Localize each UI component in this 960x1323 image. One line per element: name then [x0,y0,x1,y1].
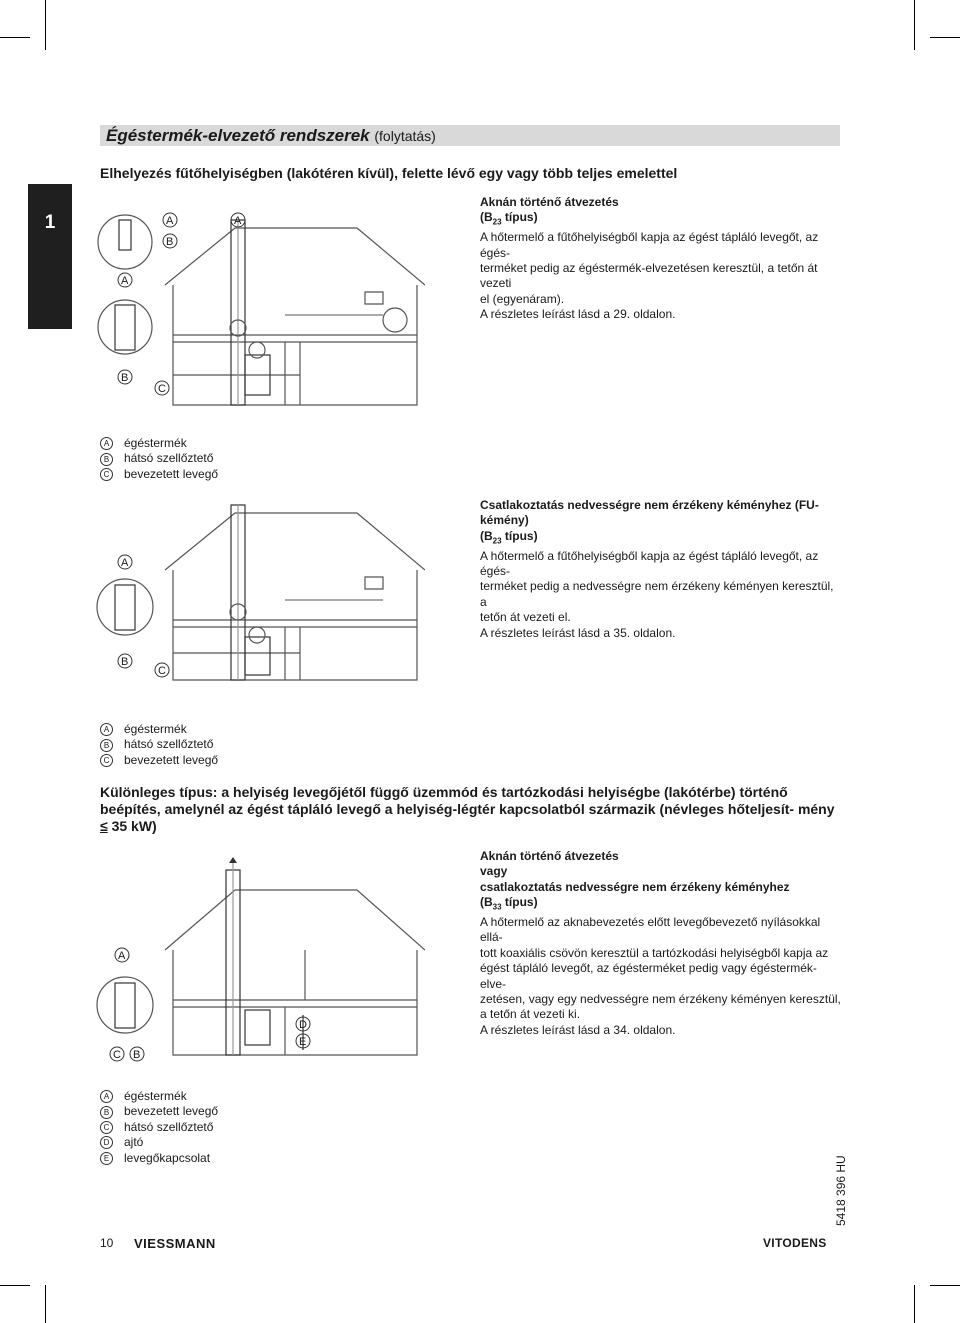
legend-item [100,451,218,466]
legend-item [100,1135,218,1150]
legend-key: A [100,437,113,450]
legend-item [100,1104,218,1119]
label-A: A [118,950,126,962]
label-C: C [158,383,166,395]
legend-text: hátsó szellőztető [124,451,214,466]
label-C: C [158,665,166,677]
section2-reference: A részletes leírást lásd a 35. oldalon. [480,625,676,640]
type-subscript: 23 [492,217,502,227]
legend-key: C [100,468,113,481]
house-walls [173,950,417,1055]
vent-box [365,292,383,304]
section3-title-end: mény [797,801,835,817]
detail-circle-top [98,215,152,269]
legend-text: égéstermék [124,436,187,450]
label-A: A [166,215,174,227]
legend-item [100,1151,218,1166]
label-E: E [299,1036,307,1048]
type-prefix: (B [480,210,493,225]
chapter-number: 1 [44,212,56,233]
section3-reference: A részletes leírást lásd a 34. oldalon. [480,1022,676,1037]
legend-key: A [100,723,113,736]
legend-text: égéstermék [124,722,187,736]
legend-key: C [100,754,113,767]
house-walls [173,285,417,405]
detail-circle [97,579,153,635]
type-prefix: (B [480,895,493,910]
legend-key: B [100,739,113,752]
brand-logo: VIESSMANN [134,1236,216,1251]
boiler-detail-circle [249,627,265,643]
legend-key: D [100,1136,113,1149]
chapter-tab [28,184,72,329]
section3-body-line: égést tápláló levegőt, az égésterméket pedig vagy égéstermék-elve- [480,961,817,991]
legend-key: C [100,1121,113,1134]
figure-3-diagram [95,855,425,1065]
page-title [100,125,840,146]
vent-box [365,577,383,589]
section2-type [480,529,842,549]
legend-key: B [100,1106,113,1119]
legend-text: bevezetett levegő [124,1104,219,1119]
section2-heading: Csatlakoztatás nedvességre nem érzékeny kéményhez (FU- [480,498,819,512]
legend-item [100,722,218,737]
section2-body-line: A hőtermelő a fűtőhelyiségből kapja az égést tápláló levegőt, az égés- [480,548,819,579]
house-walls [173,570,417,680]
legend-text: bevezetett levegő [124,466,219,481]
section3-body-line: A hőtermelő az aknabevezetés előtt levegőbevezető nyílásokkal ellá- [480,915,821,945]
label-A: A [121,275,129,287]
section3-type [480,895,842,915]
section2-description [480,498,842,641]
section1-body-line: el (egyenáram). [480,291,565,306]
section3-heading: Aknán történő átvezetés [480,849,619,863]
legend-text: bevezetett levegő [124,752,219,767]
label-D: D [299,1019,307,1031]
section1-reference: A részletes leírást lásd a 29. oldalon. [480,307,676,322]
detail-circle-bottom [98,300,152,354]
section1-heading: Aknán történő átvezetés [480,195,619,209]
legend-item [100,467,218,482]
legend-key: E [100,1152,113,1165]
type-prefix: (B [480,528,493,543]
exhaust-arrow-icon [229,857,237,863]
label-C: C [113,1049,121,1061]
page-subtitle: Elhelyezés fűtőhelyiségben (lakótéren kívül), felette lévő egy vagy több teljes emelettel [100,165,678,181]
type-subscript: 33 [492,902,502,912]
legend-item [100,753,218,768]
section3-legend [100,1089,218,1166]
section3-body-line: zetésen, vagy egy nedvességre nem érzékeny kéményen keresztül, [480,992,841,1007]
figure-1-diagram [95,200,425,410]
section1-type [480,210,842,230]
legend-text: égéstermék [124,1089,187,1103]
legend-key: B [100,453,113,466]
section3-title-end: 35 kW) [107,818,157,834]
page-number: 10 [100,1236,114,1250]
boiler-detail-circle [249,342,265,358]
section3-heading: vagy [480,864,508,879]
page-title-continued: (folytatás) [374,128,436,144]
section3-body-line: tott koaxiális csövön keresztül a tartózkodási helyiségből kapja az [480,945,829,960]
legend-text: ajtó [124,1135,144,1150]
section2-body-line: tetőn át vezeti el. [480,610,571,625]
boiler [245,1010,270,1045]
vent-detail-circle [383,308,407,332]
document-number: 5418 396 HU [834,1155,848,1226]
legend-item [100,737,218,752]
label-A: A [234,215,242,227]
legend-text: levegőkapcsolat [124,1150,211,1165]
section3-body-line: a tetőn át vezeti ki. [480,1007,581,1022]
label-A: A [121,557,129,569]
type-suffix: típus) [501,895,538,910]
section3-title [100,784,845,835]
legend-key: A [100,1090,113,1103]
product-name: VITODENS [763,1236,827,1250]
legend-text: hátsó szellőztető [124,737,214,752]
label-B: B [121,656,129,668]
type-suffix: típus) [501,210,538,225]
section1-body-line: terméket pedig az égéstermék-elvezetésen keresztül, a tetőn át vezeti [480,261,818,291]
section1-legend [100,436,218,482]
detail-circle [97,977,153,1033]
section2-heading: kémény) [480,513,529,528]
house-roof [165,890,425,950]
type-suffix: típus) [501,528,538,543]
legend-text: hátsó szellőztető [124,1119,214,1134]
legend-item [100,1089,218,1104]
type-subscript: 23 [492,536,502,546]
section1-body-line: A hőtermelő a fűtőhelyiségből kapja az égést tápláló levegőt, az égés- [480,230,819,260]
section2-body-line: terméket pedig a nedvességre nem érzékeny kéményen keresztül, a [480,579,834,609]
section2-legend [100,722,218,768]
label-B: B [133,1049,141,1061]
house-roof [165,228,425,285]
less-equal-symbol: ≤ [100,818,108,834]
section3-description [480,849,842,1038]
figure-2-diagram [95,495,425,690]
section1-description [480,195,842,323]
legend-item [100,436,218,451]
section3-heading: csatlakoztatás nedvességre nem érzékeny kéményhez [480,879,790,894]
page-title-text: Égéstermék-elvezető rendszerek [106,126,370,145]
section3-title-text: Különleges típus: a helyiség levegőjétől függő üzemmód és tartózkodási helyiségbe (lakótérbe) történő beépítés, amelynél az égést tápláló levegő a helyiség-légtér kapcsolatból származik (névleges hőteljesít- [100,784,795,817]
house-roof [165,513,425,570]
label-B: B [121,372,129,384]
legend-item [100,1120,218,1135]
label-B: B [166,236,174,248]
